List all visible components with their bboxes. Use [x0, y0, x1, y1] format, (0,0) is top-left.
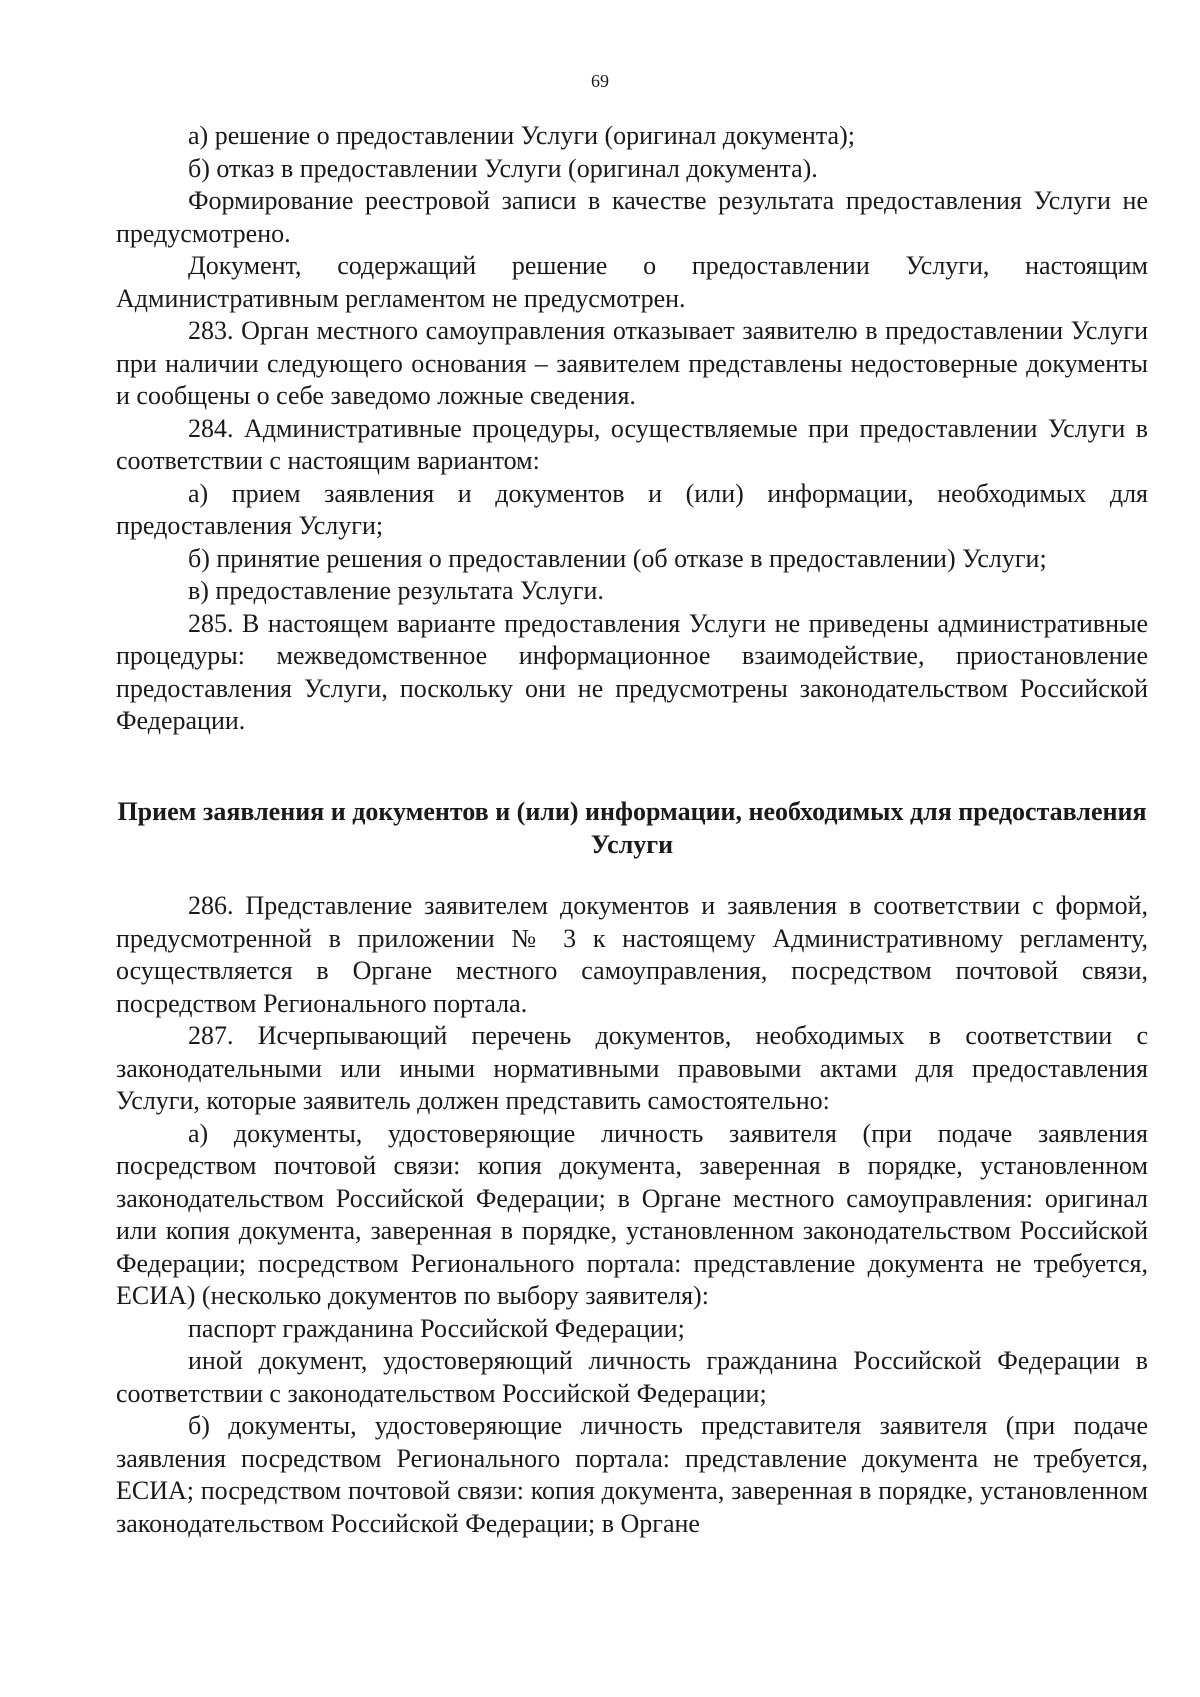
paragraph-287-a: а) документы, удостоверяющие личность заявителя (при подаче заявления посредством почтовой связи: копия документа, заверенная в порядке, установленном законодательством Российской Федерации; в Органе местного самоуправления: оригинал или копия документа, заверенная в порядке, установленном законодательством Российской Федерации; посредством Регионального портала: представление документа не требуется, ЕСИА) (несколько документов по выбору заявителя): [116, 1118, 1148, 1310]
paragraph-passport: паспорт гражданина Российской Федерации; [188, 1313, 685, 1343]
paragraph-b-refusal: б) отказ в предоставлении Услуги (оригинал документа). [188, 153, 818, 183]
paragraph-284-b: б) принятие решения о предоставлении (об отказе в предоставлении) Услуги; [188, 543, 1047, 573]
paragraph-284-a: а) прием заявления и документов и (или) информации, необходимых для предоставления Услуги; [116, 478, 1148, 540]
paragraph-287: 287. Исчерпывающий перечень документов, необходимых в соответствии с законодательными или иными нормативными правовыми актами для предоставления Услуги, которые заявитель должен представить самостоятельно: [116, 1021, 1148, 1115]
paragraph-registry-record: Формирование реестровой записи в качестве результата предоставления Услуги не предусмотрено. [116, 186, 1148, 248]
paragraph-287-b: б) документы, удостоверяющие личность представителя заявителя (при подаче заявления посредством Регионального портала: представление документа не требуется, ЕСИА; посредством почтовой связи: копия документа, заверенная в порядке, установленном законодательством Российской Федерации; в Органе [116, 1411, 1148, 1538]
paragraph-283: 283. Орган местного самоуправления отказывает заявителю в предоставлении Услуги при наличии следующего основания – заявителем представлены недостоверные документы и сообщены о себе заведомо ложные сведения. [116, 316, 1148, 410]
text-block-before-heading [116, 120, 1148, 738]
paragraph-a-decision: а) решение о предоставлении Услуги (оригинал документа); [188, 121, 855, 150]
paragraph-decision-document: Документ, содержащий решение о предоставлении Услуги, настоящим Административным регламентом не предусмотрен. [116, 251, 1148, 313]
paragraph-285: 285. В настоящем варианте предоставления Услуги не приведены административные процедуры: межведомственное информационное взаимодействие, приостановление предоставления Услуги, поскольку они не предусмотрены законодательством Российской Федерации. [116, 608, 1148, 735]
paragraph-286: 286. Представление заявителем документов и заявления в соответствии с формой, предусмотренной в приложении № 3 к настоящему Административному регламенту, осуществляется в Органе местного самоуправления, посредством почтовой связи, посредством Регионального портала. [116, 891, 1148, 1018]
text-block-after-heading [116, 890, 1148, 1540]
paragraph-284-c: в) предоставление результата Услуги. [188, 576, 604, 605]
page-number: 69 [591, 71, 609, 91]
paragraph-other-id-document: иной документ, удостоверяющий личность гражданина Российской Федерации в соответствии с законодательством Российской Федерации; [116, 1346, 1148, 1408]
paragraph-284: 284. Административные процедуры, осуществляемые при предоставлении Услуги в соответствии с настоящим вариантом: [116, 413, 1148, 475]
section-heading: Прием заявления и документов и (или) информации, необходимых для предоставления Услуги [117, 797, 1147, 859]
